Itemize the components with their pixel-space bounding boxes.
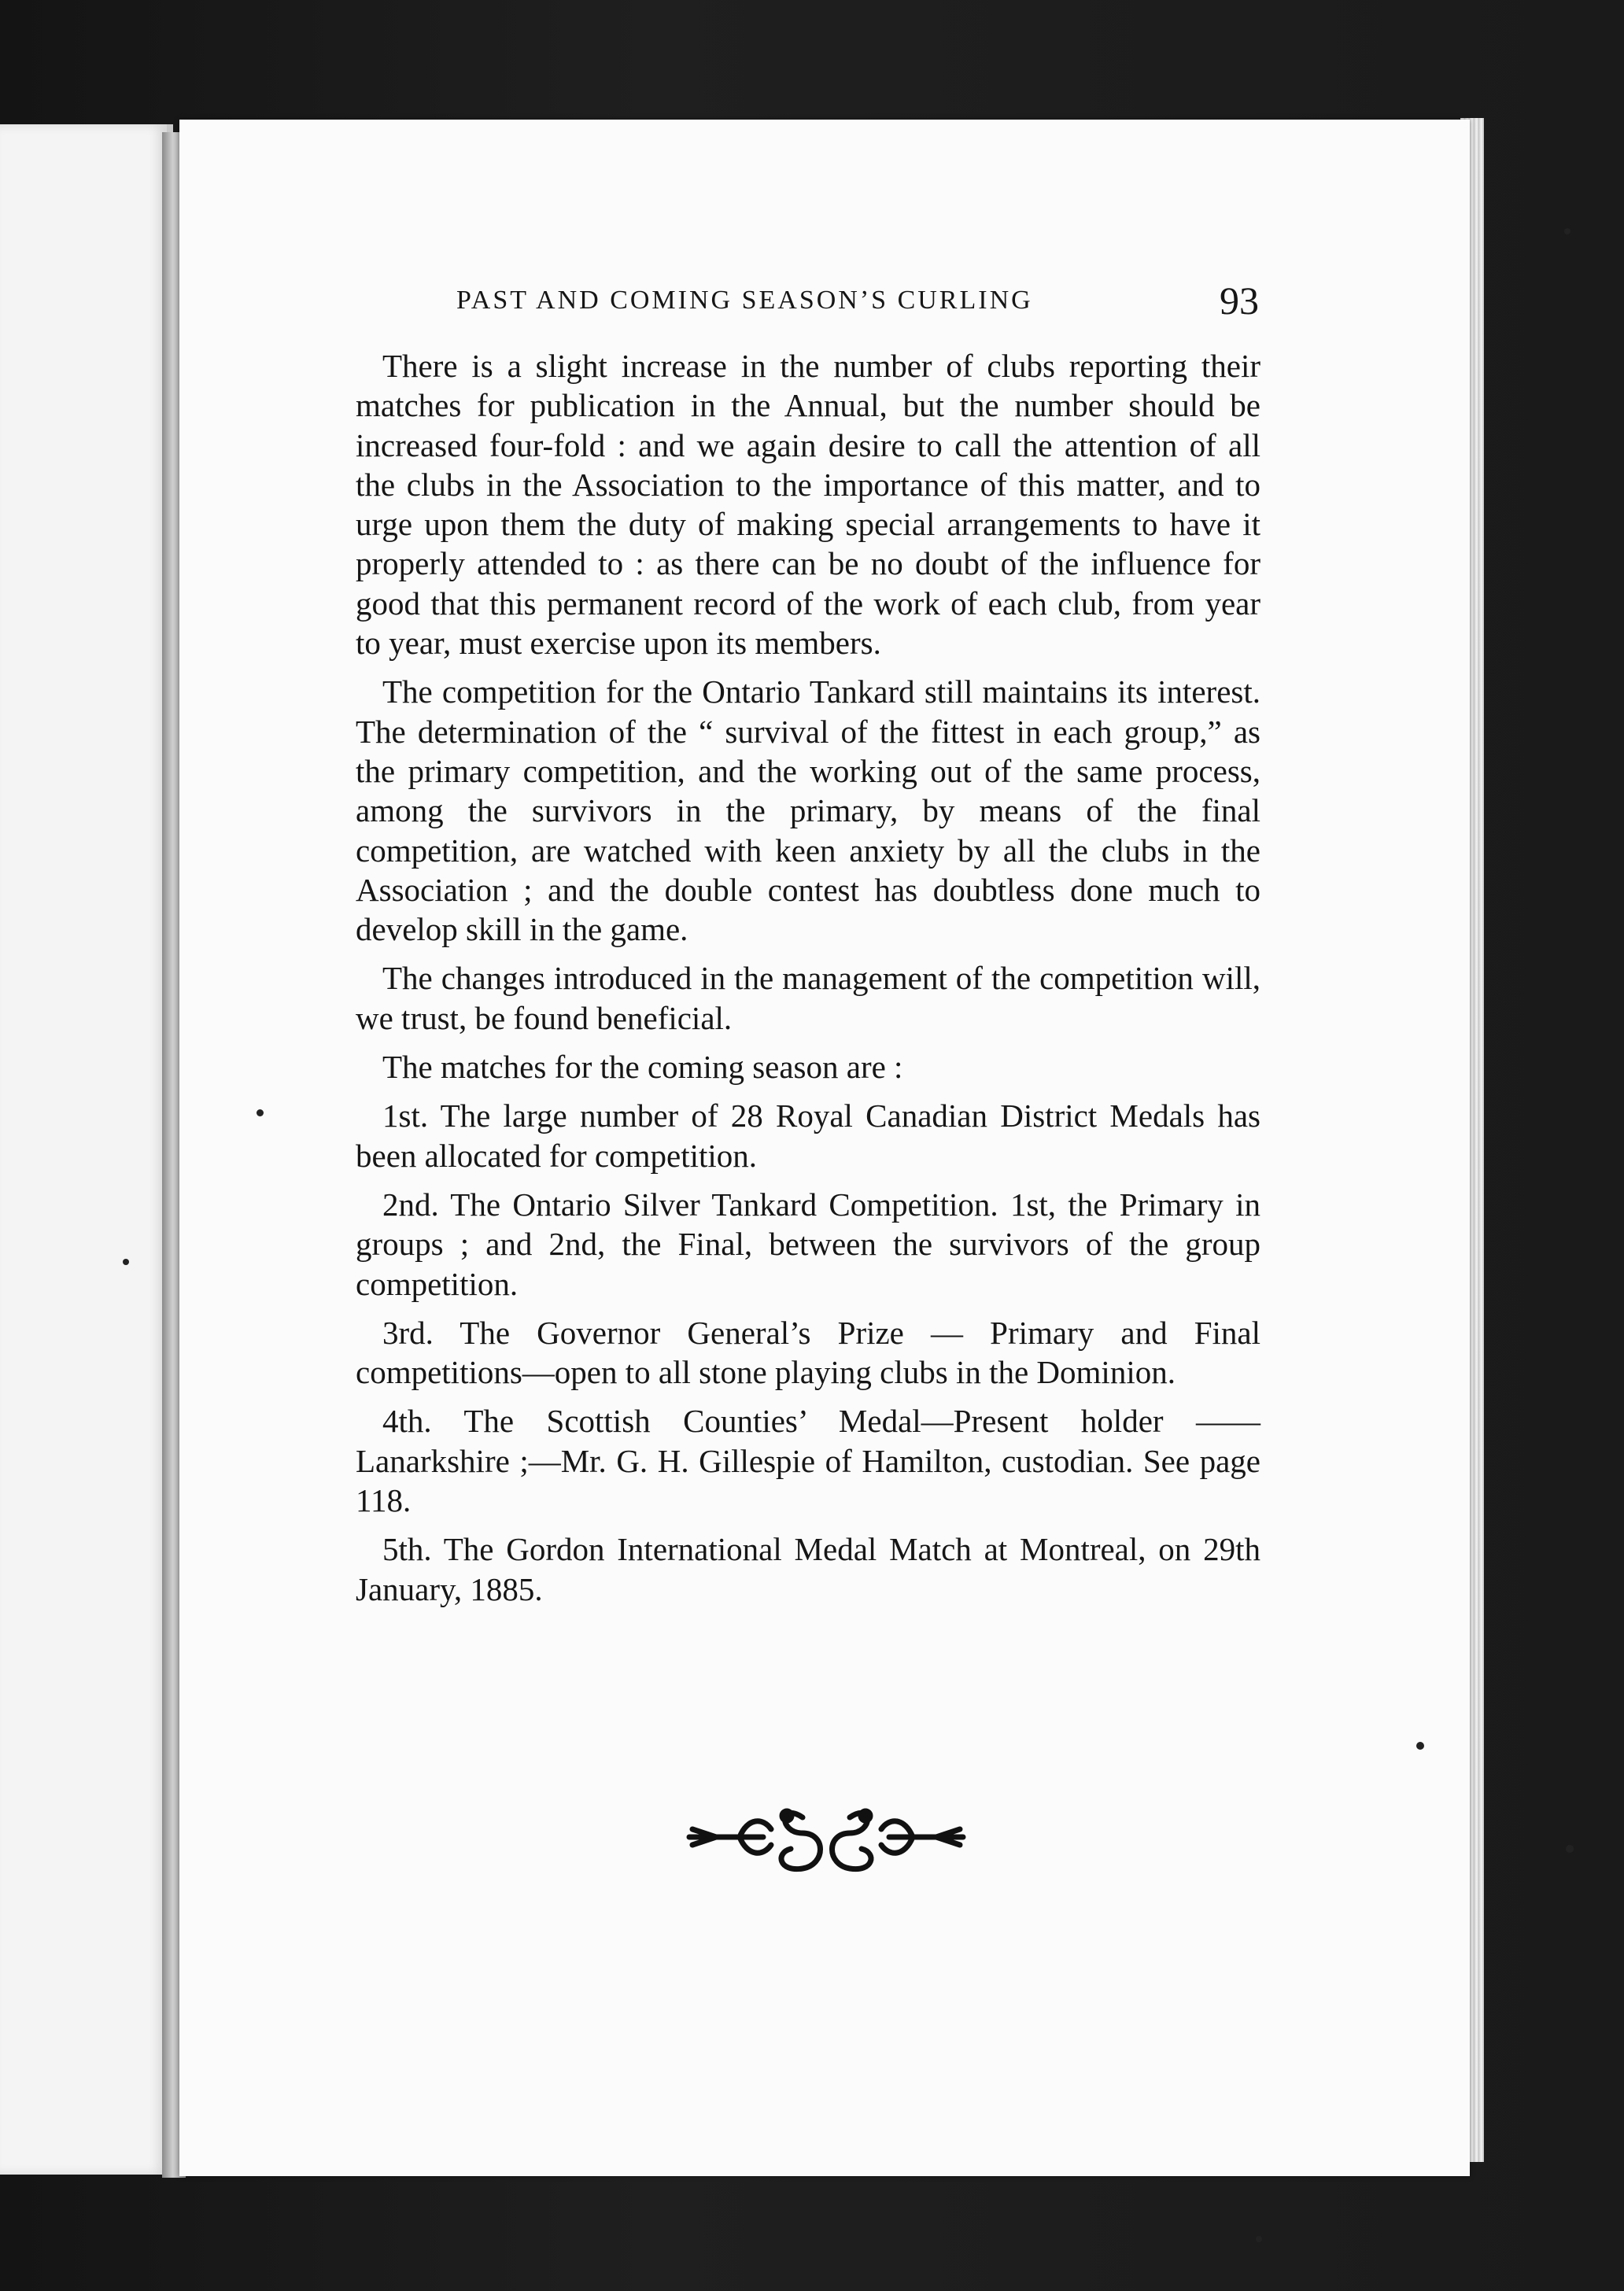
page-header [456, 277, 1259, 324]
page-number: 93 [1220, 279, 1259, 323]
scan-speck [1564, 228, 1570, 234]
match-item-4: 4th. The Scottish Counties’ Medal—Present holder ——Lanarkshire ;—Mr. G. H. Gillespie of Hamilton, custodian. See page 118. [356, 1403, 1260, 1519]
body-text [356, 346, 1260, 1618]
scan-speck [1256, 2236, 1262, 2242]
facing-page-edge [0, 124, 173, 2175]
paragraph-matches-intro: The matches for the coming season are : [382, 1049, 903, 1086]
running-head: PAST AND COMING SEASON’S CURLING [456, 286, 1033, 315]
match-item-5: 5th. The Gordon International Medal Match at Montreal, on 29th January, 1885. [356, 1531, 1260, 1607]
paragraph-tankard: The competition for the Ontario Tankard still maintains its interest. The determination of the “ survival of the fittest in each group,” as the primary competition, and the working out of the same process, among the survivors in the primary, by means of the final competition, are watched with keen anxiety by all the clubs in the Association ; and the double contest has doubtless done much to develop skill in the game. [356, 673, 1260, 948]
scan-speck [123, 1259, 129, 1265]
scan-speck [1416, 1742, 1424, 1750]
paragraph-changes: The changes introduced in the management of the competition will, we trust, be found beneficial. [356, 960, 1260, 1036]
scan-speck [257, 1109, 264, 1116]
match-item-3: 3rd. The Governor General’s Prize — Primary and Final competitions—open to all stone playing clubs in the Dominion. [356, 1314, 1260, 1391]
match-item-2: 2nd. The Ontario Silver Tankard Competition. 1st, the Primary in groups ; and 2nd, the Final, between the survivors of the group competition. [356, 1186, 1260, 1302]
match-item-1: 1st. The large number of 28 Royal Canadian District Medals has been allocated for competition. [356, 1098, 1260, 1174]
paragraph-intro: There is a slight increase in the number of clubs reporting their matches for publication in the Annual, but the number should be increased four-fold : and we again desire to call the attention of all the clubs in the Association to the importance of this matter, and to urge upon them the duty of making special arrangements to have it properly attended to : as there can be no doubt of the influence for good that this permanent record of the work of each club, from year to year, must exercise upon its members. [356, 348, 1260, 662]
scan-speck [1566, 1845, 1574, 1853]
floral-tailpiece-ornament [685, 1794, 968, 1880]
